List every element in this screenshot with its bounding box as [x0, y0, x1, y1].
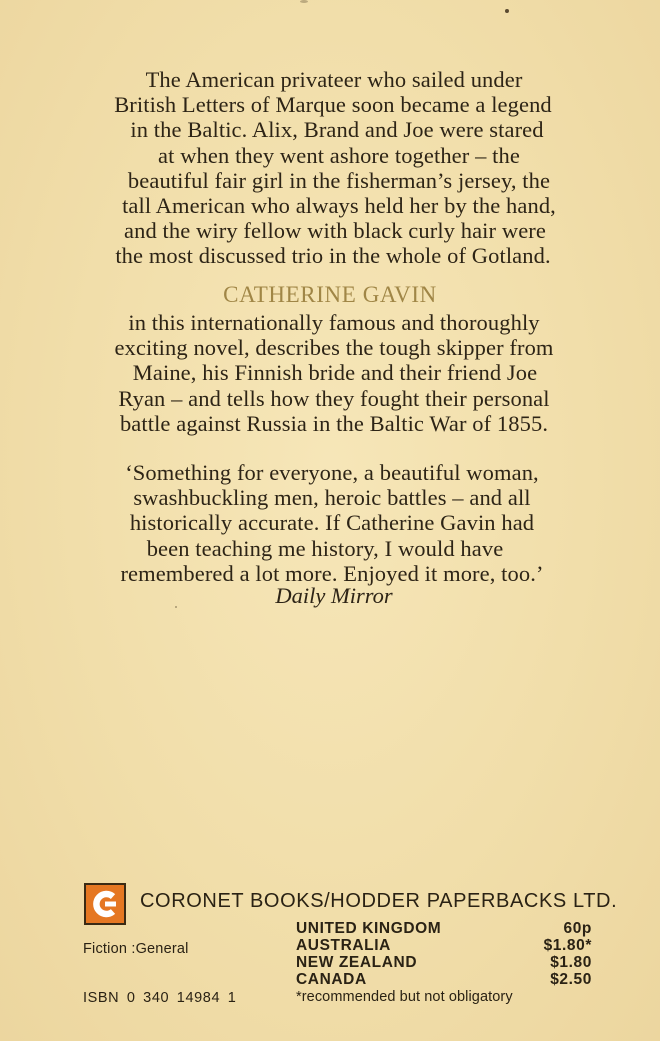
paper-speck	[175, 606, 177, 608]
price-region: CANADA	[296, 971, 367, 988]
publisher-name: CORONET BOOKS/HODDER PAPERBACKS LTD.	[140, 890, 618, 912]
blurb-line: exciting novel, describes the tough skipper from	[114, 335, 554, 361]
quote-source: Daily Mirror	[275, 583, 393, 608]
blurb-line: in this internationally famous and thoroughly	[128, 310, 540, 335]
price-region: NEW ZEALAND	[296, 954, 418, 971]
blurb-line: Ryan – and tells how they fought their personal	[118, 385, 550, 411]
isbn-number: ISBN 0 340 14984 1	[83, 990, 237, 1006]
blurb-paragraph-2	[40, 310, 620, 436]
blurb-line: at when they went ashore together – the	[158, 142, 520, 168]
quote-line: been teaching me history, I would have	[146, 535, 504, 561]
genre-label: Fiction :General	[83, 941, 189, 957]
price-footnote: *recommended but not obligatory	[296, 989, 513, 1005]
blurb-line: the most discussed trio in the whole of Gotland.	[115, 243, 551, 269]
blurb-line: Maine, his Finnish bride and their friend Joe	[132, 360, 538, 386]
quote-line: historically accurate. If Catherine Gavin had	[129, 510, 535, 536]
price-amount: $1.80	[550, 954, 592, 971]
price-region: AUSTRALIA	[296, 937, 391, 954]
price-amount: $2.50	[550, 971, 592, 988]
paper-speck	[505, 9, 509, 13]
blurb-line: tall American who always held her by the hand,	[122, 193, 556, 219]
blurb-line: The American privateer who sailed under	[145, 67, 523, 92]
paper-speck	[300, 0, 308, 3]
price-row	[296, 937, 592, 954]
quote-line: remembered a lot more. Enjoyed it more, too.’	[120, 560, 544, 586]
price-amount: $1.80*	[543, 937, 592, 954]
blurb-line: British Letters of Marque soon became a legend	[114, 92, 552, 118]
blurb-line: beautiful fair girl in the fisherman’s jersey, the	[127, 167, 551, 193]
price-list	[296, 920, 592, 1007]
blurb-paragraph-1	[40, 67, 620, 269]
review-quote	[40, 460, 620, 586]
price-row	[296, 971, 592, 988]
price-amount: 60p	[563, 920, 592, 937]
author-name: CATHERINE GAVIN	[223, 282, 437, 307]
price-region: UNITED KINGDOM	[296, 920, 442, 937]
price-row	[296, 954, 592, 971]
quote-line: ‘Something for everyone, a beautiful woman,	[125, 460, 539, 485]
quote-line: swashbuckling men, heroic battles – and all	[133, 485, 531, 511]
blurb-line: and the wiry fellow with black curly hair were	[124, 218, 546, 244]
coronet-logo-icon	[84, 883, 126, 925]
blurb-line: battle against Russia in the Baltic War of 1855.	[119, 410, 549, 436]
price-row	[296, 920, 592, 937]
blurb-line: in the Baltic. Alix, Brand and Joe were stared	[130, 117, 544, 143]
